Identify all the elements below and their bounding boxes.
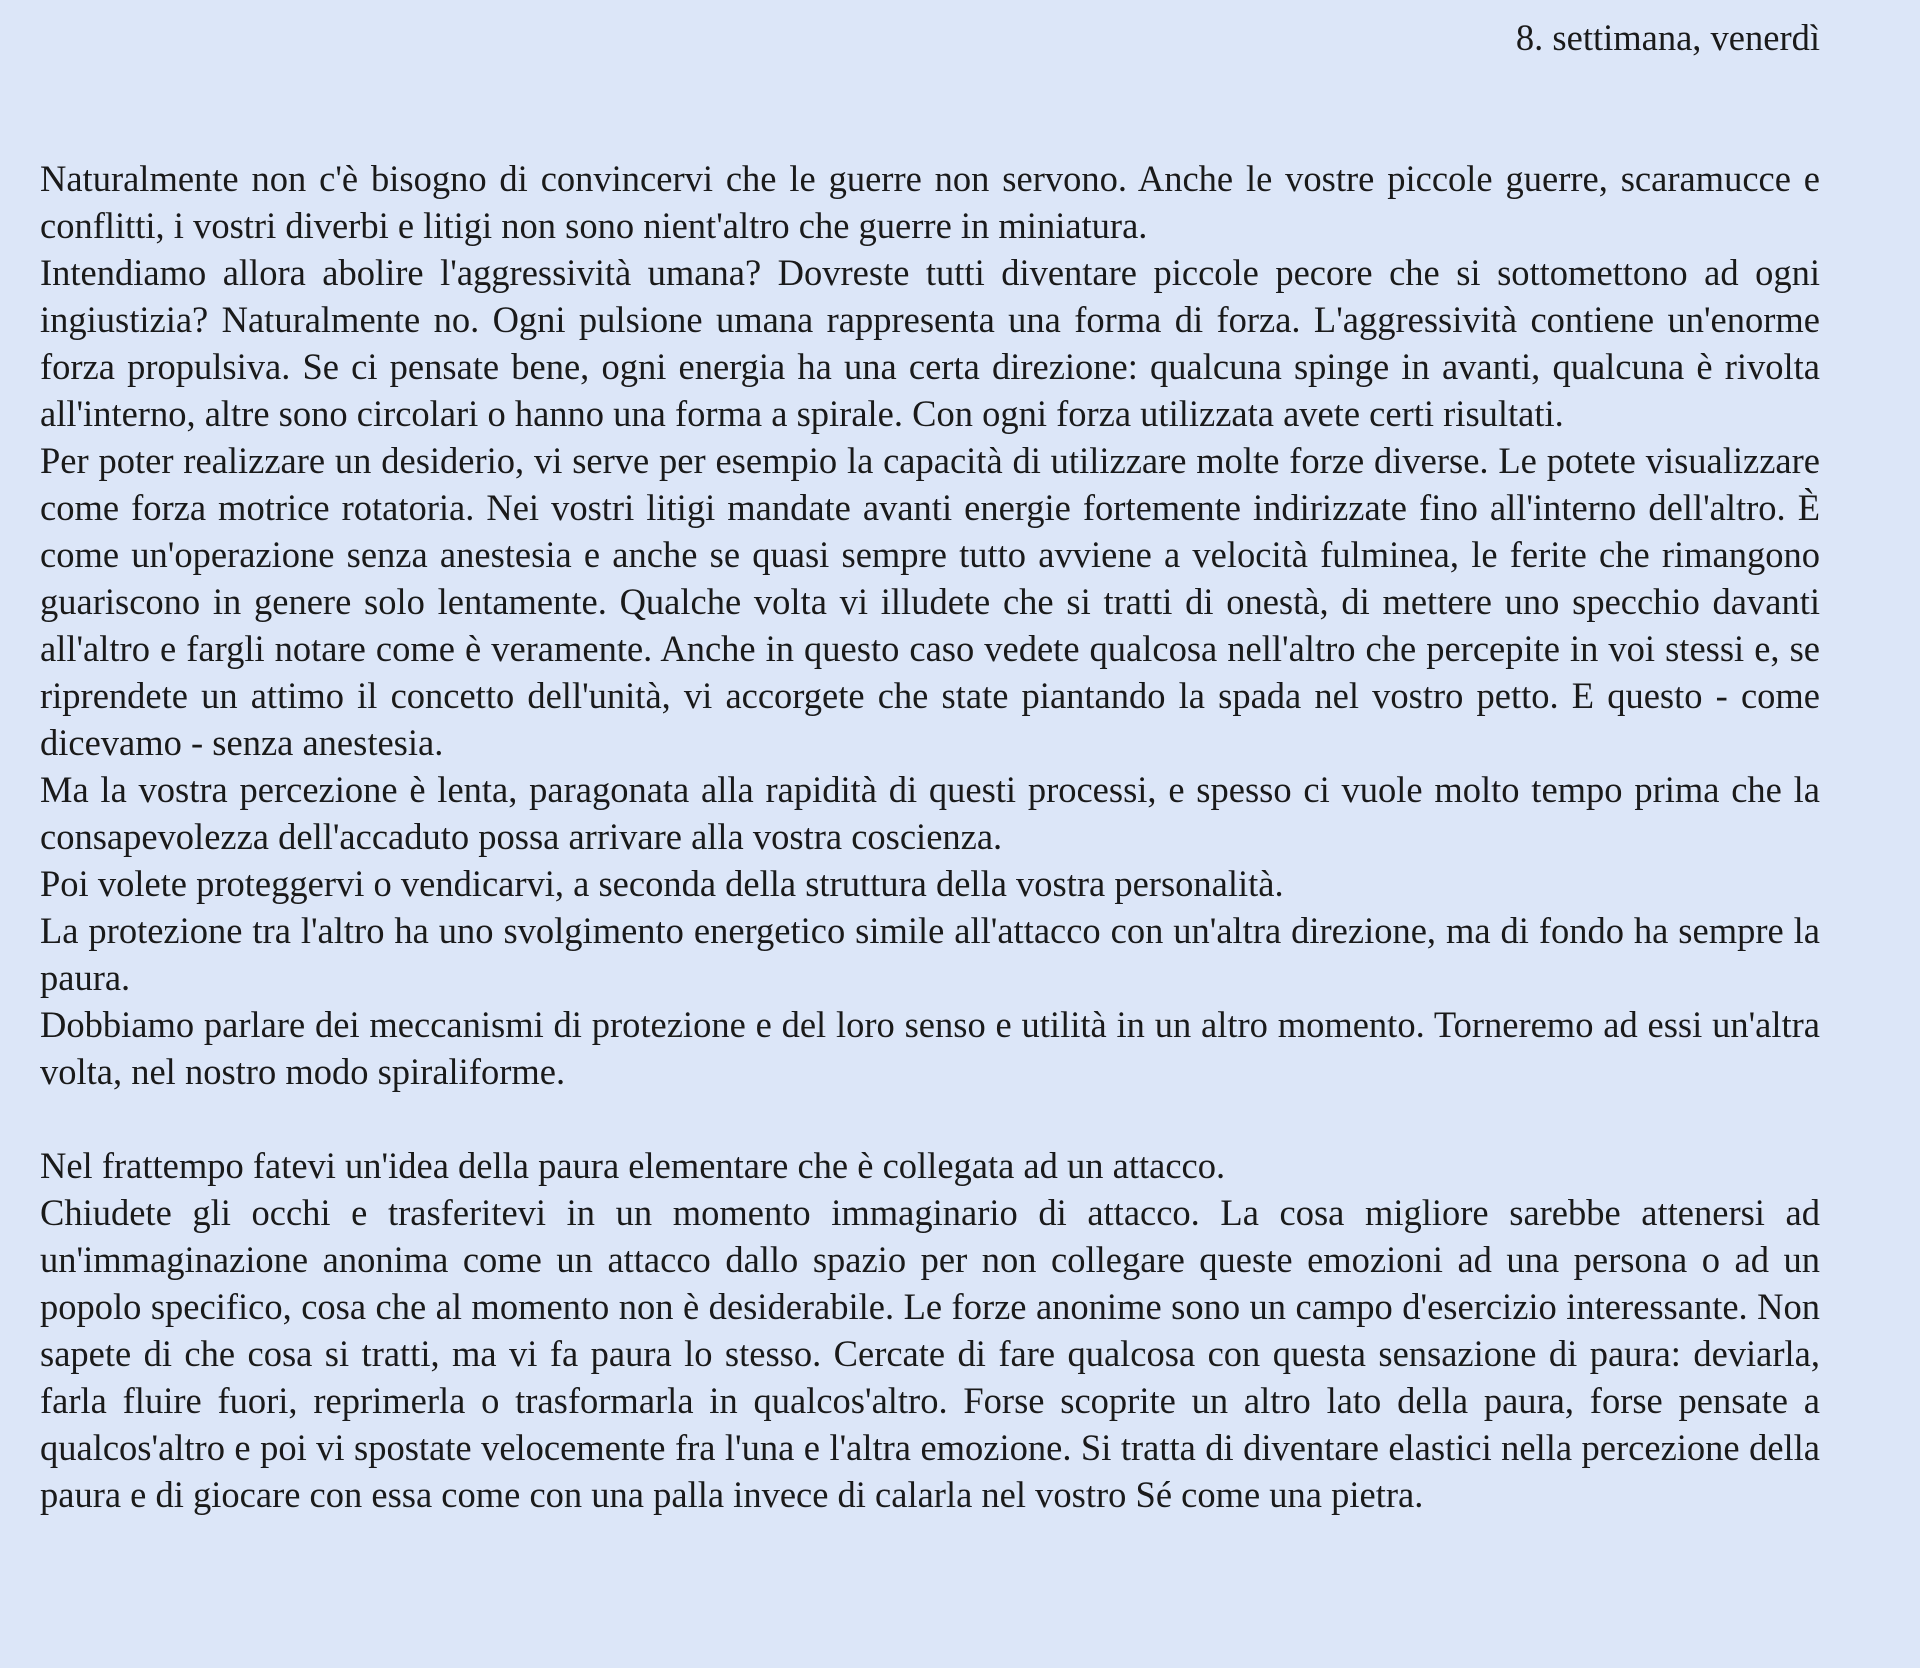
document-body: [40, 155, 1820, 1518]
paragraph-gap: [40, 1095, 1820, 1142]
paragraph: Chiudete gli occhi e trasferitevi in un momento immaginario di attacco. La cosa migliore sarebbe attenersi ad un'immaginazione anonima come un attacco dallo spazio per non collegare queste emozioni ad una persona o ad un popolo specifico, cosa che al momento non è desiderabile. Le forze anonime sono un campo d'esercizio interessante. Non sapete di che cosa si tratti, ma vi fa paura lo stesso. Cercate di fare qualcosa con questa sensazione di paura: deviarla, farla fluire fuori, reprimerla o trasformarla in qualcos'altro. Forse scoprite un altro lato della paura, forse pensate a qualcos'altro e poi vi spostate velocemente fra l'una e l'altra emozione. Si tratta di diventare elastici nella percezione della paura e di giocare con essa come con una palla invece di calarla nel vostro Sé come una pietra.: [40, 1192, 1820, 1515]
paragraph: Naturalmente non c'è bisogno di convincervi che le guerre non servono. Anche le vostre piccole guerre, scaramucce e conflitti, i vostri diverbi e litigi non sono nient'altro che guerre in miniatura.: [40, 158, 1820, 246]
paragraph: Poi volete proteggervi o vendicarvi, a seconda della struttura della vostra personalità.: [40, 863, 1284, 904]
document-page: [40, 0, 1820, 1518]
paragraph: Per poter realizzare un desiderio, vi serve per esempio la capacità di utilizzare molte forze diverse. Le potete visualizzare come forza motrice rotatoria. Nei vostri litigi mandate avanti energie fortemente indirizzate fino all'interno dell'altro. È come un'operazione senza anestesia e anche se quasi sempre tutto avviene a velocità fulminea, le ferite che rimangono guariscono in genere solo lentamente. Qualche volta vi illudete che si tratti di onestà, di mettere uno specchio davanti all'altro e fargli notare come è veramente. Anche in questo caso vedete qualcosa nell'altro che percepite in voi stessi e, se riprendete un attimo il concetto dell'unità, vi accorgete che state piantando la spada nel vostro petto. E questo - come dicevamo - senza anestesia.: [40, 440, 1820, 763]
date-heading: 8. settimana, venerdì: [1515, 17, 1820, 58]
paragraph: Dobbiamo parlare dei meccanismi di protezione e del loro senso e utilità in un altro momento. Torneremo ad essi un'altra volta, nel nostro modo spiraliforme.: [40, 1004, 1820, 1092]
paragraph: Nel frattempo fatevi un'idea della paura elementare che è collegata ad un attacco.: [40, 1145, 1226, 1186]
paragraph: La protezione tra l'altro ha uno svolgimento energetico simile all'attacco con un'altra direzione, ma di fondo ha sempre la paura.: [40, 910, 1820, 998]
paragraph: Intendiamo allora abolire l'aggressività umana? Dovreste tutti diventare piccole pecore che si sottomettono ad ogni ingiustizia? Naturalmente no. Ogni pulsione umana rappresenta una forma di forza. L'aggressività contiene un'enorme forza propulsiva. Se ci pensate bene, ogni energia ha una certa direzione: qualcuna spinge in avanti, qualcuna è rivolta all'interno, altre sono circolari o hanno una forma a spirale. Con ogni forza utilizzata avete certi risultati.: [40, 252, 1820, 434]
paragraph: Ma la vostra percezione è lenta, paragonata alla rapidità di questi processi, e spesso ci vuole molto tempo prima che la consapevolezza dell'accaduto possa arrivare alla vostra coscienza.: [40, 769, 1820, 857]
